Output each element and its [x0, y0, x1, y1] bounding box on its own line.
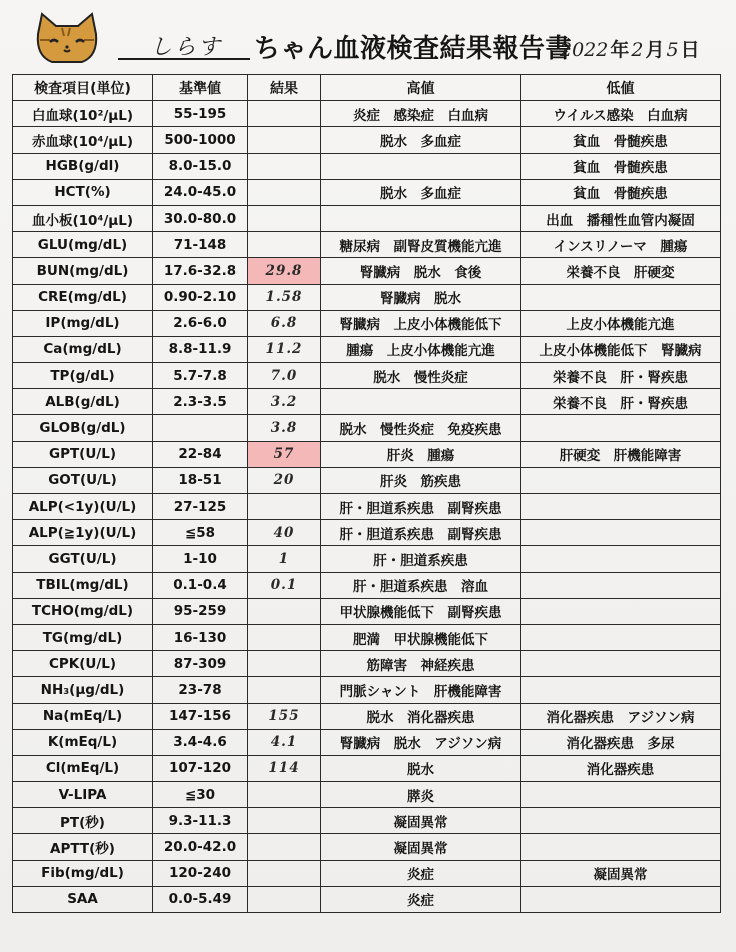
low-cause-cell: 栄養不良 肝硬変 — [521, 258, 721, 284]
high-cause-cell: 腎臓病 脱水 アジソン病 — [321, 729, 521, 755]
low-cause-cell: 消化器疾患 — [521, 755, 721, 781]
reference-cell: 2.6-6.0 — [153, 310, 248, 336]
item-cell: TP(g/dL) — [13, 363, 153, 389]
result-cell — [248, 127, 321, 153]
reference-cell — [153, 415, 248, 441]
high-cause-cell: 凝固異常 — [321, 834, 521, 860]
item-cell: ALP(≧1y)(U/L) — [13, 520, 153, 546]
reference-cell: 30.0-80.0 — [153, 205, 248, 231]
table-row — [13, 651, 721, 677]
result-cell — [248, 232, 321, 258]
table-row — [13, 782, 721, 808]
table-row — [13, 546, 721, 572]
reference-cell: 17.6-32.8 — [153, 258, 248, 284]
item-cell: ALB(g/dL) — [13, 389, 153, 415]
table-row — [13, 336, 721, 362]
item-cell: 血小板(10⁴/μL) — [13, 205, 153, 231]
table-row — [13, 467, 721, 493]
high-cause-cell: 肝炎 腫瘍 — [321, 441, 521, 467]
result-cell: 0.1 — [248, 572, 321, 598]
table-row — [13, 153, 721, 179]
month-kanji: 月 — [645, 39, 665, 61]
table-row — [13, 598, 721, 624]
result-cell: 1 — [248, 546, 321, 572]
table-row — [13, 729, 721, 755]
result-cell: 11.2 — [248, 336, 321, 362]
low-cause-cell — [521, 494, 721, 520]
low-cause-cell: 栄養不良 肝・腎疾患 — [521, 363, 721, 389]
reference-cell: 24.0-45.0 — [153, 179, 248, 205]
low-cause-cell: 凝固異常 — [521, 860, 721, 886]
result-cell — [248, 494, 321, 520]
table-row — [13, 179, 721, 205]
low-cause-cell — [521, 598, 721, 624]
item-cell: CPK(U/L) — [13, 651, 153, 677]
result-cell — [248, 179, 321, 205]
item-cell: GLU(mg/dL) — [13, 232, 153, 258]
low-cause-cell: 貧血 骨髄疾患 — [521, 127, 721, 153]
low-cause-cell — [521, 677, 721, 703]
result-cell — [248, 834, 321, 860]
table-row — [13, 284, 721, 310]
item-cell: 赤血球(10⁴/μL) — [13, 127, 153, 153]
low-cause-cell — [521, 782, 721, 808]
high-cause-cell — [321, 389, 521, 415]
high-cause-cell: 腎臓病 脱水 食後 — [321, 258, 521, 284]
reference-cell: 120-240 — [153, 860, 248, 886]
results-table — [12, 74, 721, 913]
result-cell: 4.1 — [248, 729, 321, 755]
result-cell: 3.8 — [248, 415, 321, 441]
high-cause-cell: 肝炎 筋疾患 — [321, 467, 521, 493]
table-row — [13, 258, 721, 284]
low-cause-cell — [521, 467, 721, 493]
reference-cell: 500-1000 — [153, 127, 248, 153]
header-reference: 基準値 — [153, 75, 248, 101]
reference-cell: 23-78 — [153, 677, 248, 703]
table-row — [13, 441, 721, 467]
table-row — [13, 232, 721, 258]
table-row — [13, 572, 721, 598]
table-row — [13, 703, 721, 729]
reference-cell: 3.4-4.6 — [153, 729, 248, 755]
low-cause-cell — [521, 624, 721, 650]
high-cause-cell — [321, 153, 521, 179]
high-cause-cell: 筋障害 神経疾患 — [321, 651, 521, 677]
low-cause-cell: インスリノーマ 腫瘍 — [521, 232, 721, 258]
item-cell: GPT(U/L) — [13, 441, 153, 467]
item-cell: 白血球(10²/μL) — [13, 101, 153, 127]
table-row — [13, 205, 721, 231]
high-cause-cell: 肝・胆道系疾患 副腎疾患 — [321, 520, 521, 546]
low-cause-cell — [521, 572, 721, 598]
table-row — [13, 624, 721, 650]
date-month: 2 — [631, 39, 644, 61]
low-cause-cell: ウイルス感染 白血病 — [521, 101, 721, 127]
result-cell: 3.2 — [248, 389, 321, 415]
item-cell: BUN(mg/dL) — [13, 258, 153, 284]
header-low: 低値 — [521, 75, 721, 101]
table-row — [13, 310, 721, 336]
result-cell: 20 — [248, 467, 321, 493]
table-header-row — [13, 75, 721, 101]
date-day: 5 — [666, 39, 679, 61]
day-kanji: 日 — [680, 39, 700, 61]
patient-name: しらす — [150, 35, 223, 60]
item-cell: ALP(<1y)(U/L) — [13, 494, 153, 520]
reference-cell: 8.8-11.9 — [153, 336, 248, 362]
reference-cell: 147-156 — [153, 703, 248, 729]
result-cell — [248, 651, 321, 677]
result-cell — [248, 860, 321, 886]
low-cause-cell — [521, 546, 721, 572]
report-date — [560, 35, 702, 62]
item-cell: GLOB(g/dL) — [13, 415, 153, 441]
reference-cell: 0.1-0.4 — [153, 572, 248, 598]
reference-cell: 0.90-2.10 — [153, 284, 248, 310]
cat-logo-icon — [32, 10, 102, 66]
high-cause-cell: 甲状腺機能低下 副腎疾患 — [321, 598, 521, 624]
result-cell — [248, 886, 321, 912]
high-cause-cell: 肝・胆道系疾患 — [321, 546, 521, 572]
item-cell: NH₃(μg/dL) — [13, 677, 153, 703]
table-row — [13, 127, 721, 153]
low-cause-cell: 消化器疾患 アジソン病 — [521, 703, 721, 729]
low-cause-cell — [521, 808, 721, 834]
high-cause-cell: 門脈シャント 肝機能障害 — [321, 677, 521, 703]
high-cause-cell: 脱水 慢性炎症 — [321, 363, 521, 389]
item-cell: TBIL(mg/dL) — [13, 572, 153, 598]
result-cell: 6.8 — [248, 310, 321, 336]
reference-cell: 8.0-15.0 — [153, 153, 248, 179]
low-cause-cell — [521, 415, 721, 441]
table-row — [13, 415, 721, 441]
item-cell: SAA — [13, 886, 153, 912]
result-cell: 29.8 — [248, 258, 321, 284]
table-row — [13, 755, 721, 781]
low-cause-cell: 上皮小体機能低下 腎臓病 — [521, 336, 721, 362]
reference-cell: 20.0-42.0 — [153, 834, 248, 860]
date-year: 2022 — [560, 39, 609, 61]
low-cause-cell — [521, 284, 721, 310]
table-row — [13, 494, 721, 520]
low-cause-cell: 肝硬変 肝機能障害 — [521, 441, 721, 467]
item-cell: CRE(mg/dL) — [13, 284, 153, 310]
table-row — [13, 389, 721, 415]
high-cause-cell — [321, 205, 521, 231]
high-cause-cell: 脱水 多血症 — [321, 127, 521, 153]
high-cause-cell: 腫瘍 上皮小体機能亢進 — [321, 336, 521, 362]
reference-cell: 1-10 — [153, 546, 248, 572]
low-cause-cell: 出血 播種性血管内凝固 — [521, 205, 721, 231]
high-cause-cell: 凝固異常 — [321, 808, 521, 834]
item-cell: GOT(U/L) — [13, 467, 153, 493]
reference-cell: 87-309 — [153, 651, 248, 677]
table-row — [13, 520, 721, 546]
reference-cell: 22-84 — [153, 441, 248, 467]
low-cause-cell: 貧血 骨髄疾患 — [521, 179, 721, 205]
item-cell: TCHO(mg/dL) — [13, 598, 153, 624]
reference-cell: ≦30 — [153, 782, 248, 808]
year-kanji: 年 — [610, 39, 630, 61]
result-cell: 114 — [248, 755, 321, 781]
result-cell — [248, 598, 321, 624]
result-cell: 57 — [248, 441, 321, 467]
header-high: 高値 — [321, 75, 521, 101]
reference-cell: 18-51 — [153, 467, 248, 493]
high-cause-cell: 炎症 — [321, 886, 521, 912]
high-cause-cell: 腎臓病 上皮小体機能低下 — [321, 310, 521, 336]
low-cause-cell — [521, 520, 721, 546]
reference-cell: 16-130 — [153, 624, 248, 650]
reference-cell: 5.7-7.8 — [153, 363, 248, 389]
high-cause-cell: 脱水 多血症 — [321, 179, 521, 205]
high-cause-cell: 肝・胆道系疾患 溶血 — [321, 572, 521, 598]
item-cell: Fib(mg/dL) — [13, 860, 153, 886]
high-cause-cell: 炎症 感染症 白血病 — [321, 101, 521, 127]
table-row — [13, 677, 721, 703]
table-row — [13, 834, 721, 860]
result-cell — [248, 101, 321, 127]
item-cell: HCT(%) — [13, 179, 153, 205]
table-row — [13, 808, 721, 834]
item-cell: Cl(mEq/L) — [13, 755, 153, 781]
high-cause-cell: 肥満 甲状腺機能低下 — [321, 624, 521, 650]
low-cause-cell: 消化器疾患 多尿 — [521, 729, 721, 755]
result-cell — [248, 624, 321, 650]
high-cause-cell: 腎臓病 脱水 — [321, 284, 521, 310]
table-row — [13, 363, 721, 389]
table-row — [13, 101, 721, 127]
item-cell: GGT(U/L) — [13, 546, 153, 572]
item-cell: Na(mEq/L) — [13, 703, 153, 729]
item-cell: HGB(g/dl) — [13, 153, 153, 179]
table-row — [13, 860, 721, 886]
low-cause-cell — [521, 651, 721, 677]
name-underline — [118, 58, 250, 60]
low-cause-cell: 貧血 骨髄疾患 — [521, 153, 721, 179]
high-cause-cell: 糖尿病 副腎皮質機能亢進 — [321, 232, 521, 258]
item-cell: APTT(秒) — [13, 834, 153, 860]
high-cause-cell: 脱水 慢性炎症 免疫疾患 — [321, 415, 521, 441]
result-cell: 1.58 — [248, 284, 321, 310]
report-header — [0, 0, 736, 68]
result-cell — [248, 677, 321, 703]
low-cause-cell — [521, 834, 721, 860]
low-cause-cell: 栄養不良 肝・腎疾患 — [521, 389, 721, 415]
reference-cell: 107-120 — [153, 755, 248, 781]
reference-cell: 71-148 — [153, 232, 248, 258]
reference-cell: 55-195 — [153, 101, 248, 127]
high-cause-cell: 膵炎 — [321, 782, 521, 808]
item-cell: V-LIPA — [13, 782, 153, 808]
reference-cell: 27-125 — [153, 494, 248, 520]
item-cell: Ca(mg/dL) — [13, 336, 153, 362]
low-cause-cell: 上皮小体機能亢進 — [521, 310, 721, 336]
low-cause-cell — [521, 886, 721, 912]
high-cause-cell: 脱水 — [321, 755, 521, 781]
result-cell — [248, 153, 321, 179]
result-cell: 40 — [248, 520, 321, 546]
high-cause-cell: 脱水 消化器疾患 — [321, 703, 521, 729]
reference-cell: 95-259 — [153, 598, 248, 624]
item-cell: K(mEq/L) — [13, 729, 153, 755]
header-item: 検査項目(単位) — [13, 75, 153, 101]
reference-cell: 2.3-3.5 — [153, 389, 248, 415]
item-cell: PT(秒) — [13, 808, 153, 834]
result-cell — [248, 782, 321, 808]
result-cell: 155 — [248, 703, 321, 729]
high-cause-cell: 肝・胆道系疾患 副腎疾患 — [321, 494, 521, 520]
result-cell: 7.0 — [248, 363, 321, 389]
reference-cell: ≦58 — [153, 520, 248, 546]
item-cell: TG(mg/dL) — [13, 624, 153, 650]
result-cell — [248, 808, 321, 834]
high-cause-cell: 炎症 — [321, 860, 521, 886]
item-cell: IP(mg/dL) — [13, 310, 153, 336]
reference-cell: 0.0-5.49 — [153, 886, 248, 912]
header-result: 結果 — [248, 75, 321, 101]
reference-cell: 9.3-11.3 — [153, 808, 248, 834]
result-cell — [248, 205, 321, 231]
report-title: ちゃん血液検査結果報告書 — [254, 34, 573, 64]
table-row — [13, 886, 721, 912]
